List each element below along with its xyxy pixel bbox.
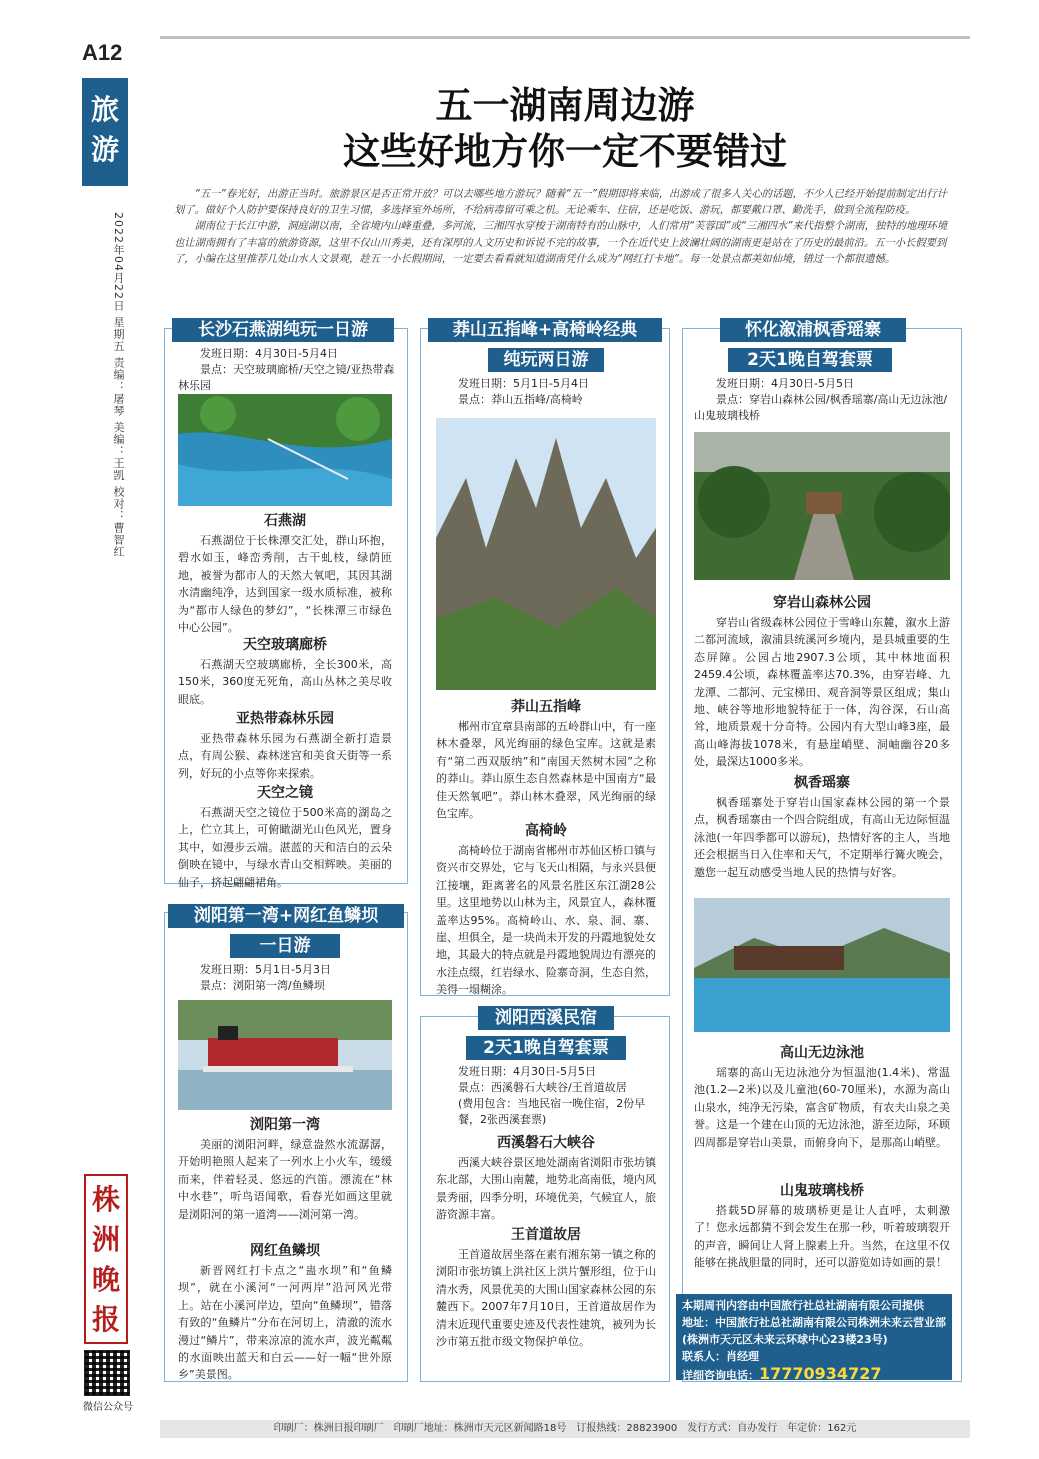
route-huaihua-meta xyxy=(694,376,952,424)
intro-p2: 湖南位于长江中游，洞庭湖以南，全省境内山峰重叠，多河流，三湘四水穿梭于湖南特有的山脉中，人们常用“芙蓉国”或“三湘四水”来代指整个湖南，独特的地理环境也让湖南拥有了丰富的旅游资源，这里不仅山川秀美，还有深厚的人文历史和诉说不完的故事，一个在近代史上波澜壮阔的湖南更是站在了历史的最前沿。五一小长假要到了，小编在这里推荐几处山水人文景观，趁五一小长假期间，一定要去看看就知道湖南凭什么成为“网红打卡地”。每一处景点都美如仙境，错过一个都很遗憾。 xyxy=(174,220,948,265)
route-mangshan-spots: 景点：莽山五指峰/高椅岭 xyxy=(458,393,583,406)
spot-xixi-canyon-text: 西溪大峡谷景区地处湖南省浏阳市张坊镇东北部，大围山南麓，地势北高南低，境内风景秀丽，四季分明，环境优美，气候宜人，旅游资源丰富。 xyxy=(436,1156,656,1222)
spot-fish-dam-text: 新晋网红打卡点之“蛊水坝”和“鱼鳞坝”，就在小溪河“一河两岸”沿河风光带上。站在小溪河岸边，望向“鱼鳞坝”，错落有致的“鱼鳞片”分布在河切上，清澈的流水漫过“鳞片”，带来凉凉的流水声，波光粼粼的水面映出蓝天和白云——好一幅“世外原乡”美景图。 xyxy=(178,1264,392,1382)
route-changsha-spots: 景点：天空玻璃廊桥/天空之镜/亚热带森林乐园 xyxy=(178,363,395,392)
spot-mirror-text: 石燕湖天空之镜位于500米高的湖岛之上，伫立其上，可俯瞰湖光山色风光，置身其中，如漫步云端。湛蓝的天和洁白的云朵倒映在镜中，与绿水青山交相辉映。美丽的仙子，挤起翩翩裙角。 xyxy=(178,806,392,889)
route-xixi-title2: 2天1晚自驾套票 xyxy=(466,1036,626,1060)
route-mangshan-title1: 莽山五指峰+高椅岭经典 xyxy=(428,318,662,342)
route-xixi-spots: 景点：西溪磐石大峡谷/王首道故居 xyxy=(458,1081,627,1094)
route-liuyang-title2: 一日游 xyxy=(230,934,340,958)
headline xyxy=(160,82,970,174)
photo-shiyan-lake xyxy=(178,394,392,506)
spot-fengxiang-text: 枫香瑶寨处于穿岩山国家森林公园的第一个景点，枫香瑶寨由一个四合院组成，有高山无边际恒温泳池(一年四季都可以游玩)，热情好客的主人，当地还会根据当日入住率和天气，不定期举行篝火晚会，邀您一起互动感受当地人民的热情与好客。 xyxy=(694,796,950,879)
qr-caption: 微信公众号 xyxy=(83,1402,133,1413)
ad-line2: 地址：中国旅行社总社湖南有限公司株洲未来云营业部 xyxy=(682,1316,946,1329)
newspaper-logo: 株洲晚报 xyxy=(84,1174,128,1344)
spot-bridge-text: 石燕湖天空玻璃廊桥，全长300米，高150米，360度无死角，高山丛林之美尽收眼底。 xyxy=(178,658,392,706)
ad-line3: (株洲市天元区未来云环球中心23楼23号) xyxy=(682,1333,888,1346)
ad-line4: 联系人：肖经理 xyxy=(682,1350,759,1363)
qr-code-icon xyxy=(84,1350,130,1396)
route-liuyang-date: 发班日期：5月1日-5月3日 xyxy=(200,963,331,976)
spot-first-bay-text: 美丽的浏阳河畔，绿意盎然水流潺潺，开始明艳照人起来了一列水上小火车，缓缓而来，伴着轻灵、悠远的汽笛。漂流在“林中水巷”，听鸟语闻歌，看春光如画这里就是浏阳河的第一道湾——浏河第一湾。 xyxy=(178,1138,392,1221)
ad-tel: 17770934727 xyxy=(759,1364,882,1383)
headline-line1: 五一湖南周边游 xyxy=(435,83,695,127)
spot-fish-dam-title: 网红鱼鳞坝 xyxy=(250,1243,320,1259)
route-huaihua-date: 发班日期：4月30日-5月5日 xyxy=(716,377,854,390)
ad-phone xyxy=(682,1365,946,1384)
ad-tel-label: 详细咨询电话： xyxy=(682,1369,759,1382)
photo-liuyang-train xyxy=(178,1000,392,1110)
photo-infinity-pool xyxy=(694,898,950,1032)
route-xixi-meta xyxy=(436,1064,662,1128)
route-mangshan-date: 发班日期：5月1日-5月4日 xyxy=(458,377,589,390)
spot-xixi-canyon-title: 西溪磐石大峡谷 xyxy=(497,1135,595,1151)
route-xixi-date: 发班日期：4月30日-5月5日 xyxy=(458,1065,596,1078)
spot-wuzhi-text: 郴州市宜章县南部的五岭群山中，有一座林木叠翠，风光绚丽的绿色宝库。这就是素有“第二西双版纳”和“南国天然树木园”之称的莽山。莽山原生态自然森林是中国南方“最佳天然氧吧”。莽山林木叠翠，风光绚丽的绿色宝库。 xyxy=(436,720,656,821)
route-mangshan-title2: 纯玩两日游 xyxy=(488,348,604,372)
spot-shiyan-title: 石燕湖 xyxy=(264,513,306,529)
route-xixi-fee: (费用包含：当地民宿一晚住宿，2份早餐，2张西溪套票) xyxy=(458,1097,646,1126)
route-mangshan-meta xyxy=(436,376,662,408)
intro xyxy=(174,186,954,267)
route-changsha-title: 长沙石燕湖纯玩一日游 xyxy=(172,318,394,342)
spot-glass-bridge-title: 山鬼玻璃栈桥 xyxy=(780,1183,864,1199)
photo-wuzhi-peak xyxy=(436,418,656,690)
top-rule xyxy=(160,36,970,39)
spot-fengxiang-title: 枫香瑶寨 xyxy=(794,775,850,791)
agency-ad xyxy=(676,1294,952,1383)
spot-bridge-title: 天空玻璃廊桥 xyxy=(243,637,327,653)
footer: 印刷厂：株洲日报印刷厂 印刷厂地址：株洲市天元区新闻路18号 订报热线：28823900 发行方式：自办发行 年定价：162元 xyxy=(160,1420,970,1438)
route-xixi-title1: 浏阳西溪民宿 xyxy=(478,1006,614,1030)
ad-line1: 本期周刊内容由中国旅行社总社湖南有限公司提供 xyxy=(682,1299,924,1312)
spot-first-bay-title: 浏阳第一湾 xyxy=(250,1117,320,1133)
spot-wang-residence-text: 王首道故居坐落在素有湘东第一镇之称的浏阳市张坊镇上洪社区上洪片蟹形组，位于山清水秀，风景优美的大围山国家森林公园的东麓西下。2007年7月10日，王首道故居作为清末近现代重要史迹及代表性建筑，被列为长沙市第五批市级文物保护单位。 xyxy=(436,1248,656,1349)
spot-chuanyan-title: 穿岩山森林公园 xyxy=(773,595,871,611)
section-tag: 旅游 xyxy=(82,78,128,186)
spot-pool-title: 高山无边泳池 xyxy=(780,1045,864,1061)
route-liuyang-spots: 景点：浏阳第一湾/鱼鳞坝 xyxy=(200,979,325,992)
route-huaihua-spots: 景点：穿岩山森林公园/枫香瑶寨/高山无边泳池/山鬼玻璃栈桥 xyxy=(694,393,948,422)
spot-forest-title: 亚热带森林乐园 xyxy=(236,711,334,727)
spot-pool-text: 瑶寨的高山无边泳池分为恒温池(1.4米)、常温池(1.2—2米)以及儿童池(60-70厘米)，水源为高山山泉水，纯净无污染，富含矿物质，有农夫山泉之美誉。这是一个建在山顶的无边泳池，游至边际，环顾四周都是穿岩山美景，而俯身向下，是那高山峭壁。 xyxy=(694,1066,950,1149)
spot-mirror-title: 天空之镜 xyxy=(257,785,313,801)
page-number: A12 xyxy=(82,40,123,65)
route-liuyang-meta xyxy=(178,962,400,994)
headline-line2: 这些好地方你一定不要错过 xyxy=(343,129,787,173)
spot-chuanyan-text: 穿岩山省级森林公园位于雪峰山东麓，溆水上游二都河流域，溆浦县统溪河乡境内，是县城重要的生态屏障。公园占地2907.3公顷，其中林地面积2459.4公顷，森林覆盖率达70.3%，由穿岩峰、九龙潭、二都河、元宝梯田、观音洞等景区组成；集山地、峡谷等地形地貌特征于一体，沟谷深，石山高耸，地质景观十分奇特。公园内有大型山峰3座，最高山峰海拔1078米，有悬崖峭壁、洞岫幽谷20多处，最深达1000多米。 xyxy=(694,616,950,769)
route-changsha-date: 发班日期：4月30日-5月4日 xyxy=(200,347,338,360)
issue-info: 2022年04月22日 星期五 责编：屠琴 美编：王凯 校对：曹智红 xyxy=(112,212,125,558)
route-changsha-meta xyxy=(178,346,400,394)
route-huaihua-title2: 2天1晚自驾套票 xyxy=(728,348,892,372)
spot-gaoyi-text: 高椅岭位于湖南省郴州市苏仙区桥口镇与资兴市交界处，它与飞天山相隔，与永兴县便江接壤，距离著名的风景名胜区东江湖28公里。这里地势以山林为主，风景宜人，森林覆盖率达95%。高椅岭山、水、泉、洞、寨、崖、坦俱全，是一块尚未开发的丹霞地貌处女地，其最大的特点就是丹霞地貌周边有漂亮的水洼点缀，红岩绿水、险寨奇洞，生态自然，美得一塌糊涂。 xyxy=(436,844,656,997)
spot-wang-residence-title: 王首道故居 xyxy=(511,1227,581,1243)
route-huaihua-title1: 怀化溆浦枫香瑶寨 xyxy=(720,318,906,342)
spot-wuzhi-title: 莽山五指峰 xyxy=(511,699,581,715)
spot-glass-bridge-text: 搭载5D屏幕的玻璃桥更是让人直呼，太刺激了！您永远都猜不到会发生在那一秒，听着玻璃裂开的声音，瞬间让人肾上腺素上升。当然，在这里不仅能够在挑战胆量的同时，还可以游览如诗如画的景！ xyxy=(694,1204,950,1270)
spot-shiyan-text: 石燕湖位于长株潭交汇处，群山环抱，碧水如玉，峰峦秀削，古干虬枝，绿荫匝地，被誉为都市人的天然大氧吧，其因其湖水清幽纯净，达到国家一级水质标准，被称为“都市人绿色的梦幻”，“长株潭三市绿色中心公园”。 xyxy=(178,534,392,635)
photo-chuanyan-forest xyxy=(694,432,950,580)
spot-gaoyi-title: 高椅岭 xyxy=(525,823,567,839)
route-liuyang-title1: 浏阳第一湾+网红鱼鳞坝 xyxy=(168,904,404,928)
intro-p1: “五一”春光好，出游正当时。旅游景区是否正常开放？可以去哪些地方游玩？随着“五一”假期即将来临，出游成了很多人关心的话题，不少人已经开始提前制定出行计划了。做好个人防护要保持良好的卫生习惯，多选择室外场所，不给病毒留可乘之机。无论乘车、住宿，还是吃饭、游玩，都要戴口罩、勤洗手，做到全流程防疫。 xyxy=(174,188,948,217)
spot-forest-text: 亚热带森林乐园为石燕湖全新打造景点，有周公猴、森林迷宫和美食天街等一系列，好玩的小点等你来探索。 xyxy=(178,732,392,780)
